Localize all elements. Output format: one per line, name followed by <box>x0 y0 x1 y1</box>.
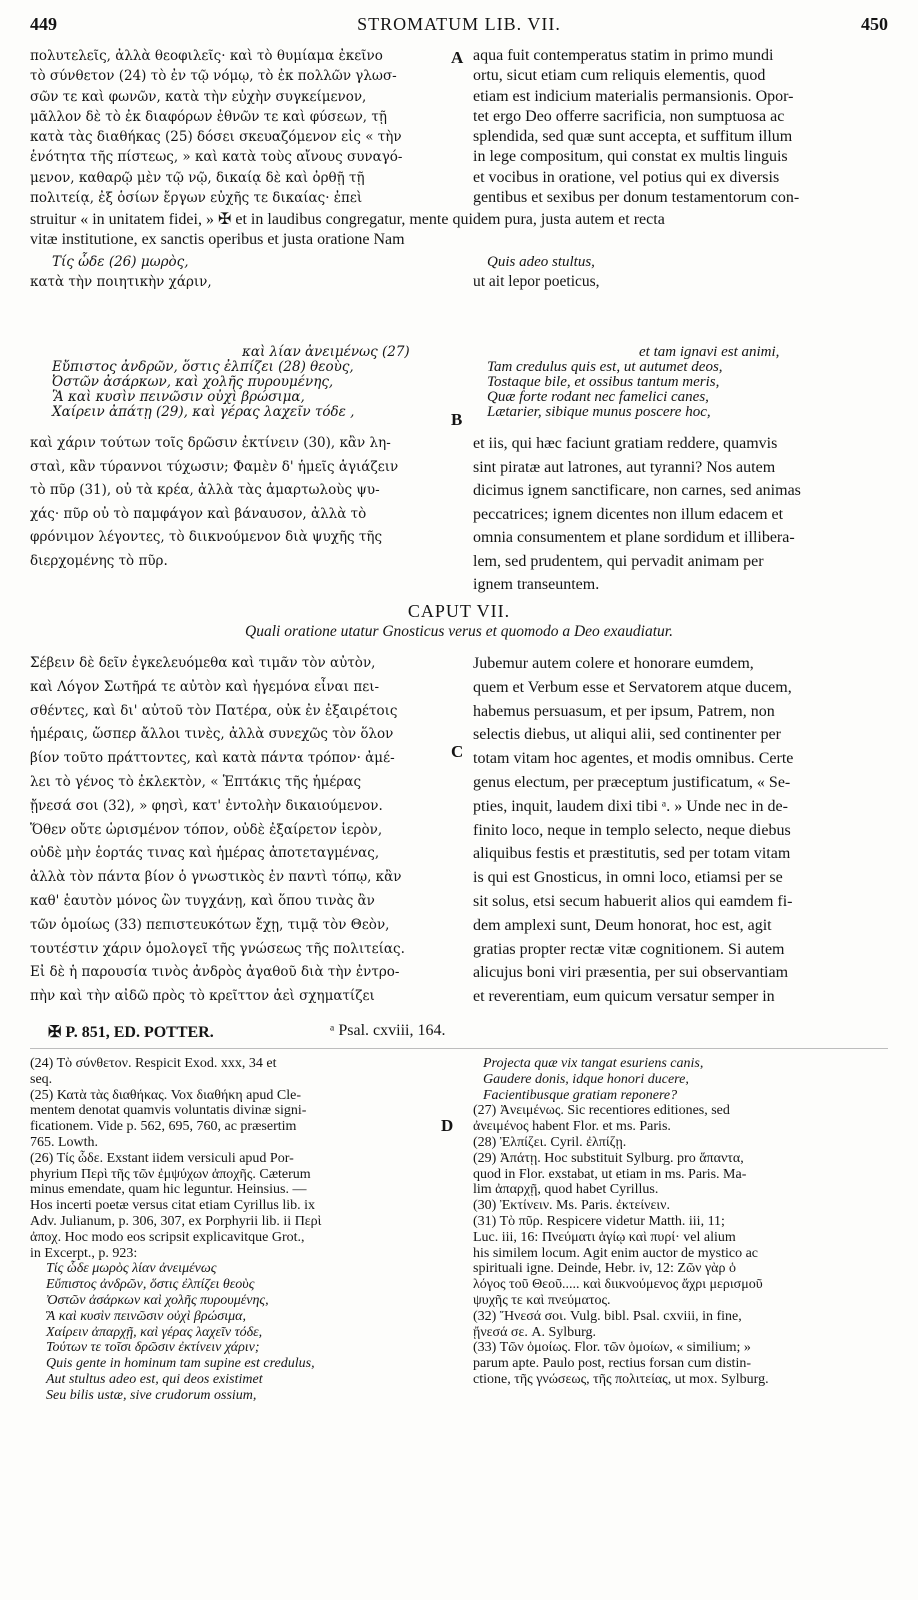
latin-top-line: etiam est indicium materialis permansionis. Opor- <box>473 87 794 105</box>
greek-top-line: σῶν τε καὶ φωνῶν, κατὰ τὴν εὐχὴν συγκείμενον, <box>30 88 367 105</box>
greek-ch-line: ᾔνεσά σοι (32), » φησὶ, κατ' ἐντολὴν δικαιούμενον. <box>30 797 383 814</box>
full-lines-line: struitur « in unitatem fidei, » ✠ et in laudibus congregatur, mente quidem pura, justa autem et recta <box>30 211 665 228</box>
notes-right-line: (27) Ἀνειμένως. Sic recentiores editiones, sed <box>473 1103 730 1119</box>
greek-ch-line: Σέβειν δὲ δεῖν ἐγκελευόμεθα καὶ τιμᾶν τὸν αὐτὸν, <box>30 655 376 671</box>
notes-right-line: (29) Ἀπάτῃ. Hoc substituit Sylburg. pro ἅπαντα, <box>473 1150 744 1166</box>
page-number-left: 449 <box>30 14 57 34</box>
latin-ch-line: gratias propter rectæ vitæ cognitionem. Si autem <box>473 940 785 958</box>
latin-ch-line: habemus persuasum, et per ipsum, Patrem, non <box>473 702 775 720</box>
footnotes-right-prose <box>473 1103 888 1387</box>
notes-left-line: ficationem. Vide p. 562, 695, 760, ac præsertim <box>30 1119 297 1135</box>
page-number-right: 450 <box>861 14 888 34</box>
notes-left-line: phyrium Περὶ τῆς τῶν ἐμψύχων ἀποχῆς. Cæterum <box>30 1166 311 1182</box>
latin-top-line: in lege compositum, qui constat ex multis linguis <box>473 148 788 166</box>
notes-left-poem-line: Τούτων τε τοῖσι δρῶσιν ἐκτίνειν χάριν; <box>46 1340 260 1356</box>
notes-right-line: parum apte. Paulo post, rectius forsan cum distin- <box>473 1356 751 1372</box>
greek-top-line: μενον, καθαρῷ μὲν τῷ νῷ, δικαίᾳ δὲ καὶ ὀρθῇ τῇ <box>30 169 365 186</box>
greek-top-line: πολυτελεῖς, ἀλλὰ θεοφιλεῖς· καὶ τὸ θυμίαμα ἐκεῖνο <box>30 48 383 64</box>
greek-ch-line: πὴν καὶ τὴν αἰδῶ πρὸς τὸ κρεῖττον ἀεὶ σχηματίζει <box>30 988 375 1005</box>
notes-right-line: ctione, τῆς γνώσεως, τῆς πολιτείας, ut mox. Sylburg. <box>473 1371 769 1387</box>
latin-column-chapter <box>473 652 888 1009</box>
greek-ch-line: λει τὸ γένος τὸ ἐκλεκτὸν, « Ἑπτάκις τῆς ἡμέρας <box>30 773 362 790</box>
latin-ch-line: totam vitam hoc agentes, et modis omnibus. Certe <box>473 750 794 768</box>
chapter-heading <box>30 600 888 642</box>
greek-column-mid <box>30 432 445 573</box>
poem-latin-line: et tam ignavi est animi, <box>639 344 780 360</box>
poem-latin-line: Quæ forte rodant nec famelici canes, <box>487 389 709 405</box>
greek-ch-line: τῶν ὁμοίως (33) πεπιστευκότων ἔχῃ, τιμᾷ τὸν Θεὸν, <box>30 916 390 933</box>
full-lines-line: vitæ institutione, ex sanctis operibus et justa oratione Nam <box>30 231 405 249</box>
running-title: STROMATUM LIB. VII. <box>357 14 561 34</box>
latin-mid-line: ignem transeuntem. <box>473 576 600 593</box>
latin-mid-line: dicimus ignem sanctificare, non carnes, sed animas <box>473 482 801 499</box>
footnote-separator <box>30 1048 888 1049</box>
margin-marker-d: D <box>441 1116 454 1135</box>
notes-left-line: in Excerpt., p. 923: <box>30 1245 138 1261</box>
notes-right-line: (32) Ἤνεσά σοι. Vulg. bibl. Psal. cxviii, in fine, <box>473 1308 742 1324</box>
margin-marker-b: B <box>451 410 463 429</box>
footnotes-left <box>30 1056 442 1404</box>
full-width-lines <box>30 210 888 251</box>
poem-greek-line: καὶ λίαν ἀνειμένως (27) <box>242 344 410 360</box>
greek-mid-line: φρόνιμον λέγοντες, τὸ διικνούμενον διὰ ψυχῆς τῆς <box>30 529 383 545</box>
running-header <box>30 14 888 40</box>
greek-ch-line: τουτέστιν χάριν ὁμολογεῖ τῆς γνώσεως τῆς πολιτείας. <box>30 940 405 957</box>
latin-top-line: gentibus et sexibus per donum testamentorum con- <box>473 189 800 207</box>
latin-ch-line: selectis diebus, ut aliqui alii, sed continenter per <box>473 726 781 744</box>
latin-column-top <box>473 46 888 208</box>
notes-right-line: ἀνειμένος habent Flor. et ms. Paris. <box>473 1119 671 1135</box>
notes-left-line: ἀποχ. Hoc modo eos scripsit explicavitque Grot., <box>30 1229 305 1245</box>
notes-right-poem-line: Gaudere donis, idque honori ducere, <box>483 1071 689 1087</box>
footnotes-right-poem <box>473 1056 888 1103</box>
poem-intro-latin <box>473 252 887 293</box>
greek-mid-line: τὸ πῦρ (31), οὐ τὰ κρέα, ἀλλὰ τὰς ἁμαρτωλοὺς ψυ- <box>30 482 380 498</box>
notes-right-line: spirituali igne. Deinde, Hebr. iv, 12: Ζῶν γὰρ ὁ <box>473 1261 736 1277</box>
greek-ch-line: ἀλλὰ τὸν πάντα βίον ὁ γνωστικὸς ἐν παντὶ τόπῳ, κἂν <box>30 869 402 886</box>
notes-left-poem-line: Χαίρειν ἀπαρχῇ, καὶ γέρας λαχεῖν τόδε, <box>46 1324 263 1340</box>
latin-top-line: ortu, sicut etiam cum reliquis elementis, quod <box>473 67 766 85</box>
notes-right-line: ᾔνεσά σε. A. Sylburg. <box>473 1324 597 1340</box>
latin-ch-line: et reverentiam, eum quicum versatur semper in <box>473 988 775 1006</box>
edition-reference: ✠ P. 851, ED. POTTER. <box>48 1024 214 1041</box>
greek-column-chapter <box>30 652 445 1009</box>
latin-mid-line: lem, sed prudentem, qui pervadit animam per <box>473 552 764 570</box>
latin-ch-line: quem et Verbum esse et Servatorem atque ducem, <box>473 678 792 696</box>
poem-intro-latin-line: ut ait lepor poeticus, <box>473 273 600 291</box>
notes-left-poem-line: Ἃ καὶ κυσὶν πεινῶσιν οὐχὶ βρώσιμα, <box>46 1308 246 1324</box>
greek-ch-line: καθ' ἑαυτὸν μόνος ὢν τυγχάνῃ, καὶ ὅπου τινὰς ἂν <box>30 892 375 909</box>
chapter-title: CAPUT VII. <box>407 601 511 621</box>
notes-right-line: λόγος τοῦ Θεοῦ..... καὶ διικνούμενος ἄχρι μερισμοῦ <box>473 1277 763 1293</box>
latin-top-line: splendida, sed quæ sunt accepta, et suffitum illum <box>473 128 793 146</box>
footnotes-left-prose <box>30 1056 442 1261</box>
latin-ch-line: pties, inquit, laudem dixi tibi ᵃ. » Unde nec in de- <box>473 797 788 815</box>
notes-right-line: Luc. iii, 16: Πνεύματι ἁγίῳ καὶ πυρί· vel alium <box>473 1229 736 1245</box>
greek-top-line: κατὰ τὰς διαθήκας (25) δόσει σκευαζόμενον εἰς « τὴν <box>30 129 402 146</box>
latin-top-line: aqua fuit contemperatus statim in primo mundi <box>473 47 774 64</box>
latin-ch-line: alicujus boni viri præsentia, per sui observantiam <box>473 964 789 982</box>
latin-mid-line: sint piratæ aut latrones, aut tyranni? Nos autem <box>473 458 776 476</box>
greek-mid-line: διερχομένης τὸ πῦρ. <box>30 552 168 569</box>
latin-top-line: et vocibus in oratione, vel potius qui ex diversis <box>473 168 780 186</box>
notes-left-line: (26) Τίς ὧδε. Exstant iidem versiculi apud Por- <box>30 1150 294 1166</box>
notes-right-line: his similem locum. Agit enim auctor de mystico ac <box>473 1245 759 1261</box>
poem-intro-latin-line: Quis adeo stultus, <box>487 254 595 270</box>
poem-intro-greek-line: Τίς ὧδε (26) μωρὸς, <box>52 254 189 270</box>
notes-left-line: minus emendate, quam hic leguntur. Heinsius. — <box>30 1182 307 1198</box>
poem-intro-greek <box>30 252 442 293</box>
poem-greek-line: Εὔπιστος ἀνδρῶν, ὅστις ἐλπίζει (28) θεοὺς, <box>52 359 354 375</box>
notes-left-line: 765. Lowth. <box>30 1134 99 1150</box>
poem-greek-line: Ὀστῶν ἀσάρκων, καὶ χολῆς πυρουμένης, <box>52 374 334 390</box>
greek-ch-line: Εἰ δὲ ἡ παρουσία τινὸς ἀνδρὸς ἀγαθοῦ διὰ τὴν ἐντρο- <box>30 964 400 981</box>
greek-ch-line: καὶ Λόγον Σωτῆρά τε αὐτὸν καὶ ἡγεμόνα εἶναι πει- <box>30 678 380 695</box>
latin-top-line: tet ergo Deo offerre sacrificia, non sumptuosa ac <box>473 107 785 125</box>
greek-top-line: μᾶλλον δὲ τὸ ἐκ διαφόρων ἐθνῶν τε καὶ φύσεων, τῇ <box>30 108 387 125</box>
greek-ch-line: ἡμέραις, ὥσπερ ἄλλοι τινὲς, ἀλλὰ συνεχῶς τὸν ὅλον <box>30 726 394 743</box>
notes-left-line: (24) Τὸ σύνθετον. Respicit Exod. xxx, 34 et <box>30 1056 277 1071</box>
notes-right-line: ψυχῆς τε καὶ πνεύματος. <box>473 1292 611 1308</box>
poem-latin <box>487 345 887 420</box>
notes-right-poem-line: Projecta quæ vix tangat esuriens canis, <box>483 1056 704 1071</box>
latin-mid-line: peccatrices; ignem dicentes non illum edacem et <box>473 505 784 523</box>
notes-right-line: (31) Τὸ πῦρ. Respicere videtur Matth. iii, 11; <box>473 1213 725 1229</box>
notes-left-poem-line: Εὔπιστος ἀνδρῶν, ὅστις ἐλπίζει θεοὺς <box>46 1277 255 1293</box>
notes-left-poem-line: Ὀστῶν ἀσάρκων καὶ χολῆς πυρουμένης, <box>46 1292 269 1308</box>
footnotes-right <box>473 1056 888 1388</box>
notes-right-line: lim ἀπαρχῇ, quod habet Cyrillus. <box>473 1182 659 1198</box>
chapter-subtitle: Quali oratione utatur Gnosticus verus et quomodo a Deo exaudiatur. <box>245 623 673 640</box>
greek-ch-line: οὐδὲ μὴν ἑορτάς τινας καὶ ἡμέρας ἀποτεταγμένας, <box>30 845 380 862</box>
greek-top-line: ἑνότητα τῆς πίστεως, » καὶ κατὰ τοὺς αἴνους συναγό- <box>30 149 403 166</box>
latin-mid-line: et iis, qui hæc faciunt gratiam reddere, quamvis <box>473 435 778 452</box>
notes-right-line: (33) Τῶν ὁμοίως. Flor. τῶν ὁμοίων, « similium; » <box>473 1340 751 1356</box>
notes-left-line: Adv. Julianum, p. 306, 307, ex Porphyrii lib. ii Περὶ <box>30 1213 322 1229</box>
greek-mid-line: καὶ χάριν τούτων τοῖς δρῶσιν ἐκτίνειν (30), κἂν λη- <box>30 435 391 451</box>
notes-right-poem-line: Facientibusque gratiam reponere? <box>483 1087 678 1103</box>
poem-latin-line: Tostaque bile, et ossibus tantum meris, <box>487 374 720 390</box>
notes-right-line: quod in Flor. exstabat, ut etiam in ms. Paris. Ma- <box>473 1166 747 1182</box>
greek-ch-line: βίον τοῦτο πράττοντες, καὶ κατὰ πάντα τρόπον· ἀμέ- <box>30 750 395 767</box>
notes-left-poem-line: Quis gente in hominum tam supine est credulus, <box>46 1356 315 1372</box>
poem-intro-greek-line: κατὰ τὴν ποιητικὴν χάριν, <box>30 274 212 291</box>
notes-right-line: (28) Ἐλπίζει. Cyril. ἐλπίζῃ. <box>473 1134 627 1150</box>
latin-ch-line: Jubemur autem colere et honorare eumdem, <box>473 655 754 672</box>
poem-latin-line: Lætarier, sibique munus poscere hoc, <box>487 404 711 420</box>
greek-top-line: τὸ σύνθετον (24) τὸ ἐν τῷ νόμῳ, τὸ ἐκ πολλῶν γλωσ- <box>30 68 397 85</box>
notes-right-line: (30) Ἐκτίνειν. Ms. Paris. ἐκτείνειν. <box>473 1198 670 1214</box>
notes-left-poem-line: Τίς ὧδε μωρὸς λίαν ἀνειμένως <box>46 1261 217 1277</box>
greek-column-top <box>30 46 445 208</box>
greek-mid-line: σταὶ, κἂν τύραννοι τύχωσιν; Φαμὲν δ' ἡμεῖς ἁγιάζειν <box>30 458 399 475</box>
poem-latin-line: Tam credulus quis est, ut autumet deos, <box>487 359 723 375</box>
notes-left-line: (25) Κατὰ τὰς διαθήκας. Vox διαθήκη apud Cle- <box>30 1087 301 1103</box>
notes-left-poem-line: Seu bilis ustæ, sive crudorum ossium, <box>46 1387 257 1403</box>
notes-left-poem-line: Aut stultus adeo est, qui deos existimet <box>46 1371 263 1387</box>
latin-column-mid <box>473 432 888 597</box>
greek-ch-line: Ὅθεν οὔτε ὡρισμένον τόπον, οὐδὲ ἐξαίρετον ἱερὸν, <box>30 821 383 838</box>
poem-greek-line: Χαίρειν ἀπάτῃ (29), καὶ γέρας λαχεῖν τόδε , <box>52 404 355 420</box>
greek-mid-line: χάς· πῦρ οὐ τὸ παμφάγον καὶ βάναυσον, ἀλλὰ τὸ <box>30 505 367 522</box>
poem-greek <box>52 345 442 420</box>
latin-ch-line: dem amplexi sunt, Deum honorat, hoc est, agit <box>473 916 772 934</box>
latin-ch-line: is qui est Gnosticus, in omni loco, etiamsi per se <box>473 869 783 887</box>
latin-ch-line: aliquibus festis et præstitutis, sed per totam vitam <box>473 845 791 863</box>
notes-left-line: mentem denotat quamvis voluntatis divinæ signi- <box>30 1103 307 1119</box>
poem-greek-line: Ἃ καὶ κυσὶν πεινῶσιν οὐχὶ βρώσιμα, <box>52 389 305 405</box>
latin-ch-line: sit solus, etsi secum habuerit alios qui eamdem fi- <box>473 892 793 910</box>
footnotes-left-poem <box>30 1261 442 1403</box>
margin-marker-c: C <box>451 742 464 761</box>
notes-left-line: Hos incerti poetæ versus citat etiam Cyrillus lib. ix <box>30 1198 316 1214</box>
latin-mid-line: omnia consumentem et plane sordidum et illibera- <box>473 529 795 546</box>
greek-top-line: πολιτείᾳ, ἐξ ὁσίων ἔργων εὐχῆς τε δικαίας· ἐπεὶ <box>30 190 363 207</box>
notes-left-line: seq. <box>30 1071 53 1087</box>
footer-references <box>30 1022 888 1046</box>
latin-ch-line: finito loco, neque in templo selecto, neque diebus <box>473 821 791 839</box>
greek-ch-line: σθέντες, καὶ δι' αὐτοῦ τὸν Πατέρα, οὐκ ἐν ἐξαιρέτοις <box>30 702 398 719</box>
latin-ch-line: genus electum, per præceptum justificatum, « Se- <box>473 773 791 791</box>
margin-marker-a: A <box>451 48 464 67</box>
psalm-reference: ᵃ Psal. cxviii, 164. <box>330 1022 446 1039</box>
